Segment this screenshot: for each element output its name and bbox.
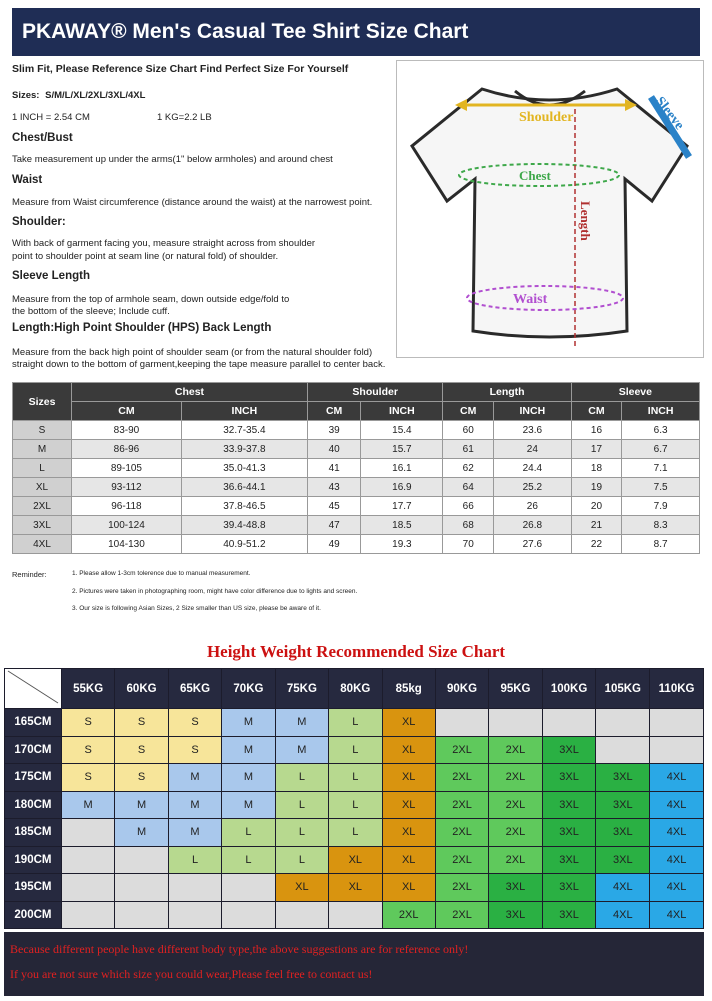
- size-recommendation-cell: [435, 709, 488, 737]
- length-label: Length: [578, 201, 593, 241]
- size-recommendation-cell: XL: [382, 819, 435, 847]
- measurement-cell: 89-105: [72, 459, 182, 478]
- size-recommendation-cell: L: [329, 736, 382, 764]
- size-recommendation-cell: [61, 874, 114, 902]
- corner-diagonal: [6, 669, 60, 705]
- waist-text: Measure from Waist circumference (distance around the waist) at the narrowest point.: [12, 197, 373, 208]
- measurement-cell: 24.4: [493, 459, 571, 478]
- measurement-cell: 86-96: [72, 440, 182, 459]
- measurement-cell: 26.8: [493, 516, 571, 535]
- measurement-cell: 19.3: [361, 535, 443, 554]
- measurement-cell: 62: [443, 459, 494, 478]
- size-recommendation-cell: [542, 709, 596, 737]
- weight-header: 70KG: [222, 669, 275, 709]
- reminder-note-2: 2. Pictures were taken in photographing room, might have color difference due to lights and screen.: [72, 588, 358, 595]
- size-recommendation-cell: M: [115, 791, 168, 819]
- size-table-body: [13, 421, 700, 554]
- group-header: Sleeve: [571, 383, 699, 402]
- chest-title: Chest/Bust: [12, 132, 73, 144]
- table-row: [13, 478, 700, 497]
- size-recommendation-cell: 4XL: [650, 901, 704, 929]
- size-recommendation-cell: [61, 901, 114, 929]
- size-recommendation-cell: 2XL: [435, 764, 488, 792]
- height-weight-table: [4, 668, 704, 929]
- size-recommendation-cell: [596, 736, 650, 764]
- size-recommendation-cell: 2XL: [489, 819, 542, 847]
- sleeve-title: Sleeve Length: [12, 270, 90, 282]
- measurement-cell: 7.5: [622, 478, 700, 497]
- size-recommendation-cell: [222, 874, 275, 902]
- size-recommendation-cell: 3XL: [542, 736, 596, 764]
- height-header: 170CM: [5, 736, 62, 764]
- size-recommendation-cell: M: [275, 709, 328, 737]
- measurement-cell: 22: [571, 535, 622, 554]
- size-recommendation-cell: L: [329, 819, 382, 847]
- size-recommendation-cell: 3XL: [489, 901, 542, 929]
- height-header: 180CM: [5, 791, 62, 819]
- size-recommendation-cell: M: [222, 791, 275, 819]
- sleeve-text-2: the bottom of the sleeve; Include cuff.: [12, 306, 170, 317]
- measurement-cell: 8.3: [622, 516, 700, 535]
- size-cell: L: [13, 459, 72, 478]
- size-recommendation-cell: 2XL: [435, 901, 488, 929]
- size-recommendation-cell: L: [329, 764, 382, 792]
- measurement-cell: 6.3: [622, 421, 700, 440]
- weight-header: 55KG: [61, 669, 114, 709]
- height-header: 185CM: [5, 819, 62, 847]
- measurement-cell: 15.4: [361, 421, 443, 440]
- size-recommendation-cell: [115, 846, 168, 874]
- height-weight-title: Height Weight Recommended Size Chart: [206, 642, 506, 661]
- shoulder-title: Shoulder:: [12, 216, 66, 228]
- group-header: Chest: [72, 383, 308, 402]
- size-recommendation-cell: 3XL: [596, 819, 650, 847]
- height-row: [5, 874, 704, 902]
- size-recommendation-cell: 4XL: [650, 874, 704, 902]
- size-cell: 2XL: [13, 497, 72, 516]
- size-recommendation-cell: XL: [382, 736, 435, 764]
- size-recommendation-cell: 3XL: [542, 846, 596, 874]
- size-recommendation-cell: S: [115, 709, 168, 737]
- size-recommendation-cell: 2XL: [489, 791, 542, 819]
- height-row: [5, 764, 704, 792]
- height-row: [5, 791, 704, 819]
- shoulder-text-2: point to shoulder point at seam line (or natural fold) of shoulder.: [12, 251, 279, 262]
- sizes-label: Sizes:: [12, 90, 40, 101]
- size-recommendation-cell: L: [329, 791, 382, 819]
- table-row: [13, 421, 700, 440]
- size-recommendation-cell: 3XL: [489, 874, 542, 902]
- size-recommendation-cell: 4XL: [596, 901, 650, 929]
- size-recommendation-cell: L: [168, 846, 221, 874]
- height-row: [5, 709, 704, 737]
- size-recommendation-cell: 3XL: [542, 791, 596, 819]
- size-cell: XL: [13, 478, 72, 497]
- reminder-note-3: 3. Our size is following Asian Sizes, 2 Size smaller than US size, please be aware of it.: [72, 605, 321, 612]
- size-recommendation-cell: 2XL: [435, 791, 488, 819]
- size-recommendation-cell: L: [222, 846, 275, 874]
- size-recommendation-cell: S: [168, 736, 221, 764]
- size-recommendation-cell: M: [275, 736, 328, 764]
- measurement-cell: 25.2: [493, 478, 571, 497]
- waist-label: Waist: [513, 292, 548, 307]
- size-recommendation-cell: 2XL: [489, 764, 542, 792]
- unit-header: INCH: [181, 402, 307, 421]
- size-recommendation-cell: L: [275, 791, 328, 819]
- size-recommendation-cell: 3XL: [596, 791, 650, 819]
- measurement-cell: 7.1: [622, 459, 700, 478]
- table-row: [13, 516, 700, 535]
- measurement-cell: 20: [571, 497, 622, 516]
- fit-note: Slim Fit, Please Reference Size Chart Find Perfect Size For Yourself: [12, 63, 349, 75]
- weight-header: 85kg: [382, 669, 435, 709]
- measurement-cell: 8.7: [622, 535, 700, 554]
- measurement-cell: 41: [307, 459, 360, 478]
- size-recommendation-cell: [222, 901, 275, 929]
- height-header: 175CM: [5, 764, 62, 792]
- group-header: Length: [443, 383, 571, 402]
- size-table: [12, 382, 700, 554]
- size-recommendation-cell: S: [61, 709, 114, 737]
- size-recommendation-cell: 2XL: [382, 901, 435, 929]
- size-recommendation-cell: [489, 709, 542, 737]
- size-recommendation-cell: 4XL: [596, 874, 650, 902]
- size-recommendation-cell: M: [222, 764, 275, 792]
- measurement-cell: 61: [443, 440, 494, 459]
- size-recommendation-cell: S: [115, 736, 168, 764]
- sizes-header: Sizes: [13, 383, 72, 421]
- weight-header: 95KG: [489, 669, 542, 709]
- measurement-cell: 49: [307, 535, 360, 554]
- size-recommendation-cell: M: [222, 709, 275, 737]
- unit-header: CM: [72, 402, 182, 421]
- size-recommendation-cell: [115, 901, 168, 929]
- sleeve-label: Sleeve: [651, 94, 687, 133]
- reminder-label: Reminder:: [12, 570, 47, 579]
- measurement-cell: 40.9-51.2: [181, 535, 307, 554]
- sizes-value: S/M/L/XL/2XL/3XL/4XL: [45, 90, 146, 101]
- measurement-cell: 27.6: [493, 535, 571, 554]
- length-text-2: straight down to the bottom of garment,keeping the tape measure parallel to center back.: [12, 359, 386, 370]
- size-recommendation-cell: XL: [275, 874, 328, 902]
- table-row: [13, 497, 700, 516]
- size-recommendation-cell: [61, 846, 114, 874]
- measurement-cell: 43: [307, 478, 360, 497]
- measurement-cell: 70: [443, 535, 494, 554]
- reminder-note-1: 1. Please allow 1-3cm tolerence due to manual measurement.: [72, 570, 251, 577]
- table-row: [13, 535, 700, 554]
- sizes-line: [12, 89, 145, 102]
- measurement-cell: 17: [571, 440, 622, 459]
- measurement-cell: 19: [571, 478, 622, 497]
- size-recommendation-cell: L: [329, 709, 382, 737]
- size-recommendation-cell: 4XL: [650, 819, 704, 847]
- measurement-cell: 93-112: [72, 478, 182, 497]
- size-recommendation-cell: XL: [329, 846, 382, 874]
- size-recommendation-cell: 2XL: [489, 846, 542, 874]
- weight-header: 75KG: [275, 669, 328, 709]
- length-text-1: Measure from the back high point of shoulder seam (or from the natural shoulder fold): [12, 347, 373, 358]
- measurement-cell: 15.7: [361, 440, 443, 459]
- size-recommendation-cell: 4XL: [650, 791, 704, 819]
- size-cell: 3XL: [13, 516, 72, 535]
- height-row: [5, 901, 704, 929]
- measurement-cell: 6.7: [622, 440, 700, 459]
- size-recommendation-cell: [329, 901, 382, 929]
- footer-line-2: If you are not sure which size you could wear,Please feel free to contact us!: [10, 967, 373, 981]
- measurement-cell: 60: [443, 421, 494, 440]
- size-cell: S: [13, 421, 72, 440]
- size-recommendation-cell: XL: [382, 791, 435, 819]
- measurement-cell: 39.4-48.8: [181, 516, 307, 535]
- height-header: 190CM: [5, 846, 62, 874]
- size-recommendation-cell: XL: [382, 874, 435, 902]
- size-recommendation-cell: 2XL: [435, 846, 488, 874]
- measurement-cell: 40: [307, 440, 360, 459]
- unit-header: CM: [571, 402, 622, 421]
- measurement-cell: 66: [443, 497, 494, 516]
- size-recommendation-cell: [168, 874, 221, 902]
- size-recommendation-cell: 3XL: [596, 764, 650, 792]
- group-header: Shoulder: [307, 383, 443, 402]
- shoulder-text-1: With back of garment facing you, measure straight across from shoulder: [12, 238, 316, 249]
- size-recommendation-cell: XL: [329, 874, 382, 902]
- measurement-cell: 16: [571, 421, 622, 440]
- measurement-cell: 36.6-44.1: [181, 478, 307, 497]
- weight-header: 60KG: [115, 669, 168, 709]
- measurement-cell: 17.7: [361, 497, 443, 516]
- size-recommendation-cell: S: [61, 764, 114, 792]
- corner-cell: [5, 669, 62, 709]
- measurement-cell: 104-130: [72, 535, 182, 554]
- unit-header: INCH: [493, 402, 571, 421]
- size-recommendation-cell: 2XL: [435, 874, 488, 902]
- size-recommendation-cell: L: [222, 819, 275, 847]
- measurement-cell: 100-124: [72, 516, 182, 535]
- tshirt-illustration: [397, 61, 703, 357]
- measurement-cell: 23.6: [493, 421, 571, 440]
- measurement-cell: 7.9: [622, 497, 700, 516]
- size-recommendation-cell: 2XL: [435, 819, 488, 847]
- kg-conversion: 1 KG=2.2 LB: [157, 112, 212, 123]
- size-recommendation-cell: M: [168, 791, 221, 819]
- unit-header: CM: [443, 402, 494, 421]
- footer-notice: [4, 932, 704, 996]
- measurement-cell: 18.5: [361, 516, 443, 535]
- size-recommendation-cell: L: [275, 764, 328, 792]
- size-recommendation-cell: 4XL: [650, 764, 704, 792]
- size-recommendation-cell: 3XL: [542, 819, 596, 847]
- footer-line-1: Because different people have different body type,the above suggestions are for reference only!: [10, 942, 469, 956]
- size-recommendation-cell: L: [275, 846, 328, 874]
- weight-header: 100KG: [542, 669, 596, 709]
- measurement-cell: 32.7-35.4: [181, 421, 307, 440]
- size-recommendation-cell: [650, 709, 704, 737]
- sleeve-text-1: Measure from the top of armhole seam, down outside edge/fold to: [12, 294, 290, 305]
- size-recommendation-cell: 2XL: [489, 736, 542, 764]
- measurement-cell: 47: [307, 516, 360, 535]
- size-recommendation-cell: [650, 736, 704, 764]
- measurement-cell: 45: [307, 497, 360, 516]
- weight-header: 105KG: [596, 669, 650, 709]
- tshirt-outline: [412, 89, 687, 337]
- size-recommendation-cell: 3XL: [542, 764, 596, 792]
- height-row: [5, 846, 704, 874]
- measurement-cell: 83-90: [72, 421, 182, 440]
- size-recommendation-cell: 3XL: [596, 846, 650, 874]
- length-title: Length:High Point Shoulder (HPS) Back Length: [12, 322, 272, 334]
- height-header: 200CM: [5, 901, 62, 929]
- chest-text: Take measurement up under the arms(1" below armholes) and around chest: [12, 154, 333, 165]
- inch-conversion: 1 INCH = 2.54 CM: [12, 112, 90, 123]
- tshirt-diagram: [396, 60, 704, 358]
- size-recommendation-cell: [596, 709, 650, 737]
- measurement-cell: 64: [443, 478, 494, 497]
- size-recommendation-cell: S: [61, 736, 114, 764]
- measurement-cell: 37.8-46.5: [181, 497, 307, 516]
- height-weight-body: [5, 669, 704, 929]
- weight-header-row: [5, 669, 704, 709]
- size-cell: M: [13, 440, 72, 459]
- height-row: [5, 736, 704, 764]
- unit-header: INCH: [622, 402, 700, 421]
- size-recommendation-cell: XL: [382, 846, 435, 874]
- weight-header: 80KG: [329, 669, 382, 709]
- weight-header: 90KG: [435, 669, 488, 709]
- measurement-cell: 35.0-41.3: [181, 459, 307, 478]
- table-row: [13, 440, 700, 459]
- page-title: PKAWAY® Men's Casual Tee Shirt Size Chart: [12, 8, 700, 56]
- size-recommendation-cell: 4XL: [650, 846, 704, 874]
- size-recommendation-cell: S: [168, 709, 221, 737]
- size-recommendation-cell: 3XL: [542, 901, 596, 929]
- measurement-cell: 21: [571, 516, 622, 535]
- weight-header: 110KG: [650, 669, 704, 709]
- height-header: 195CM: [5, 874, 62, 902]
- height-row: [5, 819, 704, 847]
- size-recommendation-cell: M: [168, 819, 221, 847]
- measurement-cell: 24: [493, 440, 571, 459]
- size-recommendation-cell: M: [168, 764, 221, 792]
- size-cell: 4XL: [13, 535, 72, 554]
- height-header: 165CM: [5, 709, 62, 737]
- shoulder-label: Shoulder: [519, 110, 574, 125]
- measurement-cell: 16.9: [361, 478, 443, 497]
- table-row: [13, 459, 700, 478]
- weight-header: 65KG: [168, 669, 221, 709]
- size-recommendation-cell: XL: [382, 709, 435, 737]
- size-recommendation-cell: 3XL: [542, 874, 596, 902]
- size-recommendation-cell: XL: [382, 764, 435, 792]
- size-recommendation-cell: M: [222, 736, 275, 764]
- chest-label: Chest: [519, 168, 551, 183]
- size-recommendation-cell: [61, 819, 114, 847]
- waist-title: Waist: [12, 174, 43, 186]
- size-recommendation-cell: 2XL: [435, 736, 488, 764]
- size-recommendation-cell: [115, 874, 168, 902]
- measurement-cell: 96-118: [72, 497, 182, 516]
- measurement-cell: 39: [307, 421, 360, 440]
- measurement-cell: 26: [493, 497, 571, 516]
- size-recommendation-cell: M: [61, 791, 114, 819]
- size-recommendation-cell: M: [115, 819, 168, 847]
- measurement-cell: 16.1: [361, 459, 443, 478]
- measurement-cell: 68: [443, 516, 494, 535]
- unit-header: INCH: [361, 402, 443, 421]
- unit-header: CM: [307, 402, 360, 421]
- size-recommendation-cell: S: [115, 764, 168, 792]
- size-recommendation-cell: L: [275, 819, 328, 847]
- measurement-cell: 18: [571, 459, 622, 478]
- measurement-cell: 33.9-37.8: [181, 440, 307, 459]
- size-recommendation-cell: [275, 901, 328, 929]
- size-recommendation-cell: [168, 901, 221, 929]
